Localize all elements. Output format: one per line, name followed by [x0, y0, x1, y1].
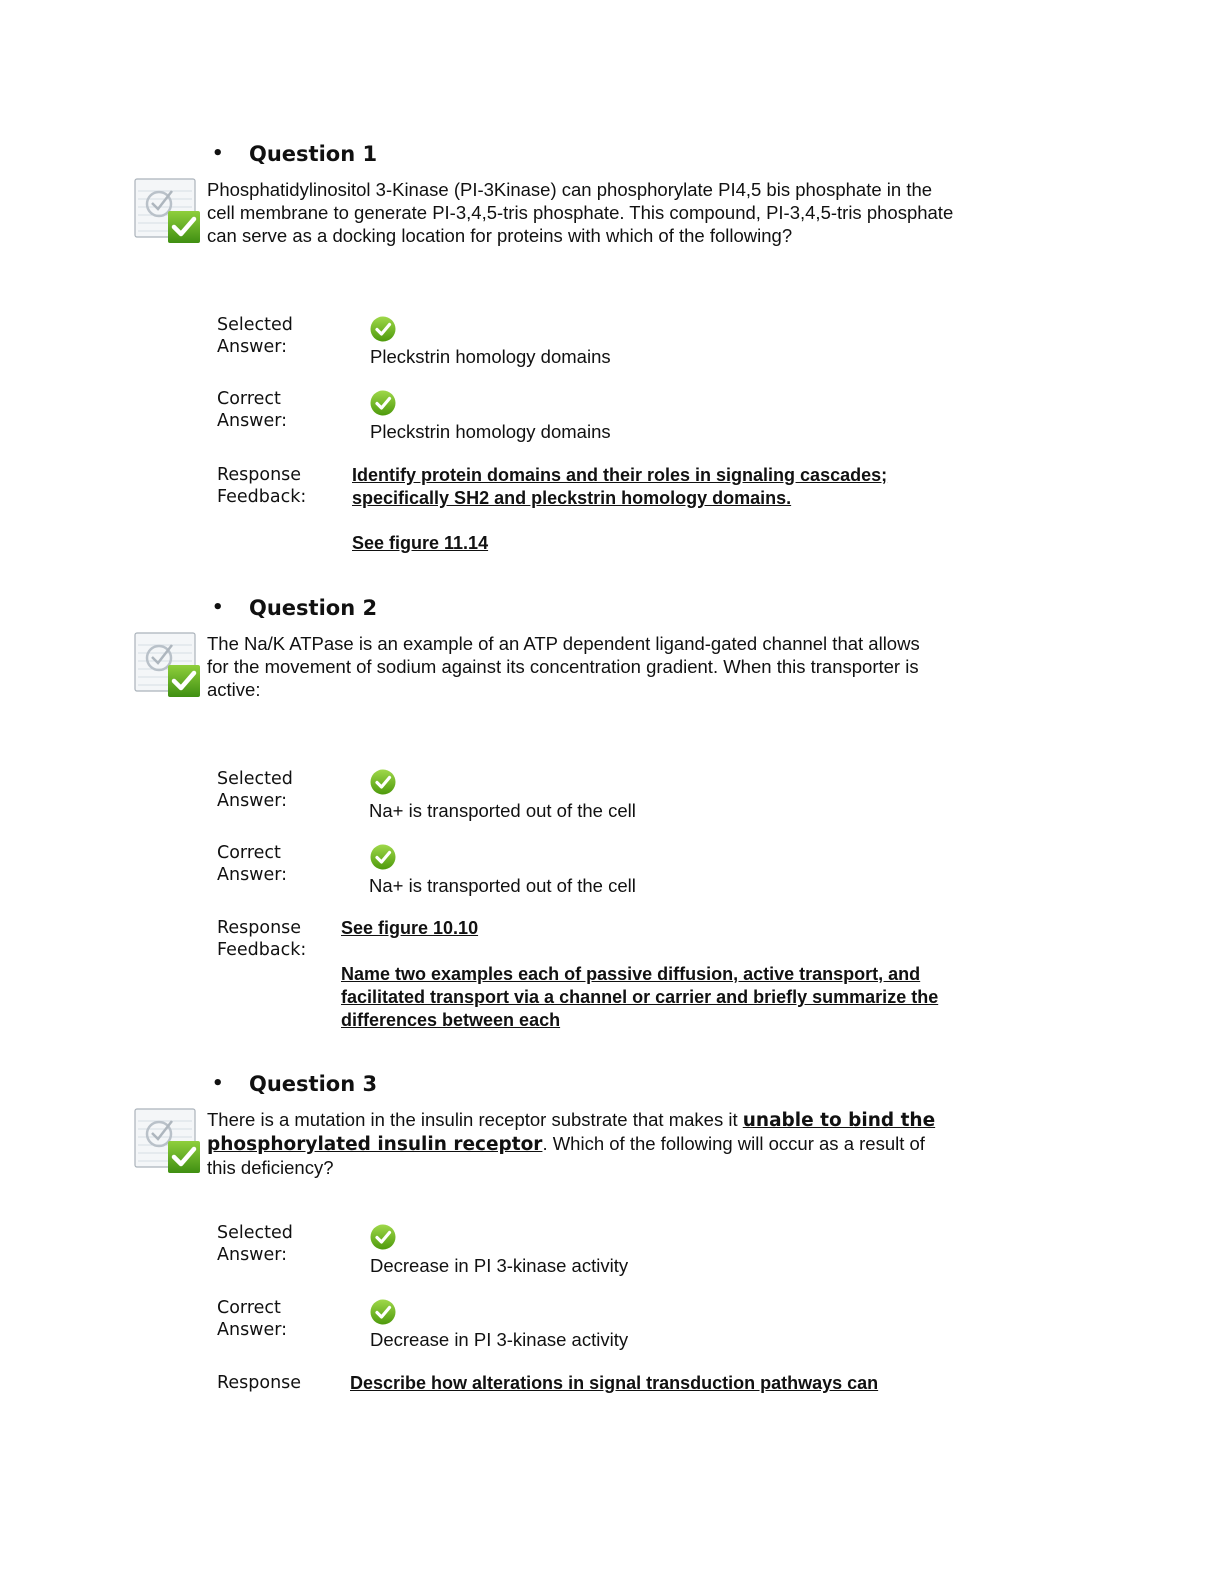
correct-check-icon — [369, 843, 397, 871]
correct-check-icon — [369, 1298, 397, 1326]
correct-check-icon — [369, 389, 397, 417]
correct-answer-label: Correct Answer: — [217, 843, 288, 885]
feedback-text: Name two examples each of passive diffusion, active transport, and facilitated transport via a channel or carrier and briefly summarize the differences between each — [341, 964, 939, 1030]
correct-answer-text: Pleckstrin homology domains — [370, 421, 611, 442]
correct-check-icon — [369, 768, 397, 796]
selected-answer-text: Na+ is transported out of the cell — [369, 800, 636, 821]
correct-check-icon — [369, 315, 397, 343]
question-heading — [212, 142, 377, 166]
response-feedback-label: Response — [217, 1373, 302, 1393]
question-title: Question 3 — [249, 1072, 378, 1096]
response-feedback-label: Response Feedback: — [217, 465, 307, 507]
response-feedback-label: Response Feedback: — [217, 918, 307, 960]
correct-answer-label: Correct Answer: — [217, 1298, 288, 1340]
correct-answer-text: Decrease in PI 3-kinase activity — [370, 1329, 629, 1350]
feedback-text: Identify protein domains and their roles in signaling cascades; specifically SH2 and pleckstrin homology domains. — [352, 465, 888, 508]
feedback-text: Describe how alterations in signal transduction pathways can — [350, 1373, 879, 1393]
selected-answer-label: Selected Answer: — [217, 1223, 293, 1265]
selected-answer-text: Decrease in PI 3-kinase activity — [370, 1255, 629, 1276]
correct-answer-text: Na+ is transported out of the cell — [369, 875, 636, 896]
selected-answer-label: Selected Answer: — [217, 769, 293, 811]
question-heading — [212, 596, 377, 620]
question-text: Phosphatidylinositol 3-Kinase (PI-3Kinase) can phosphorylate PI4,5 bis phosphate in the cell membrane to generate PI-3,4,5-tris phosphate. This compound, PI-3,4,5-tris phosphate can serve as a docking location for proteins with which of the following? — [207, 179, 954, 246]
question-emphasis: unable to bind the phosphorylated insulin receptor — [207, 1110, 936, 1155]
question-heading — [212, 1072, 377, 1096]
question-text: The Na/K ATPase is an example of an ATP dependent ligand-gated channel that allows for the movement of sodium against its concentration gradient. When this transporter is active: — [207, 633, 920, 700]
correct-check-icon — [369, 1223, 397, 1251]
question-title: Question 1 — [249, 142, 378, 166]
question-text: There is a mutation in the insulin receptor substrate that makes it unable to bind the phosphorylated insulin receptor. Which of the following will occur as a result of this deficiency? — [207, 1109, 936, 1178]
correct-answer-label: Correct Answer: — [217, 389, 288, 431]
bullet: • — [212, 143, 224, 164]
selected-answer-text: Pleckstrin homology domains — [370, 346, 611, 367]
graded-correct-icon — [132, 629, 202, 699]
selected-answer-label: Selected Answer: — [217, 315, 293, 357]
bullet: • — [212, 1073, 224, 1094]
graded-correct-icon — [132, 1105, 202, 1175]
feedback-figure-reference: See figure 11.14 — [352, 533, 489, 553]
feedback-figure-reference: See figure 10.10 — [341, 918, 479, 938]
bullet: • — [212, 597, 224, 618]
graded-correct-icon — [132, 175, 202, 245]
question-title: Question 2 — [249, 596, 378, 620]
